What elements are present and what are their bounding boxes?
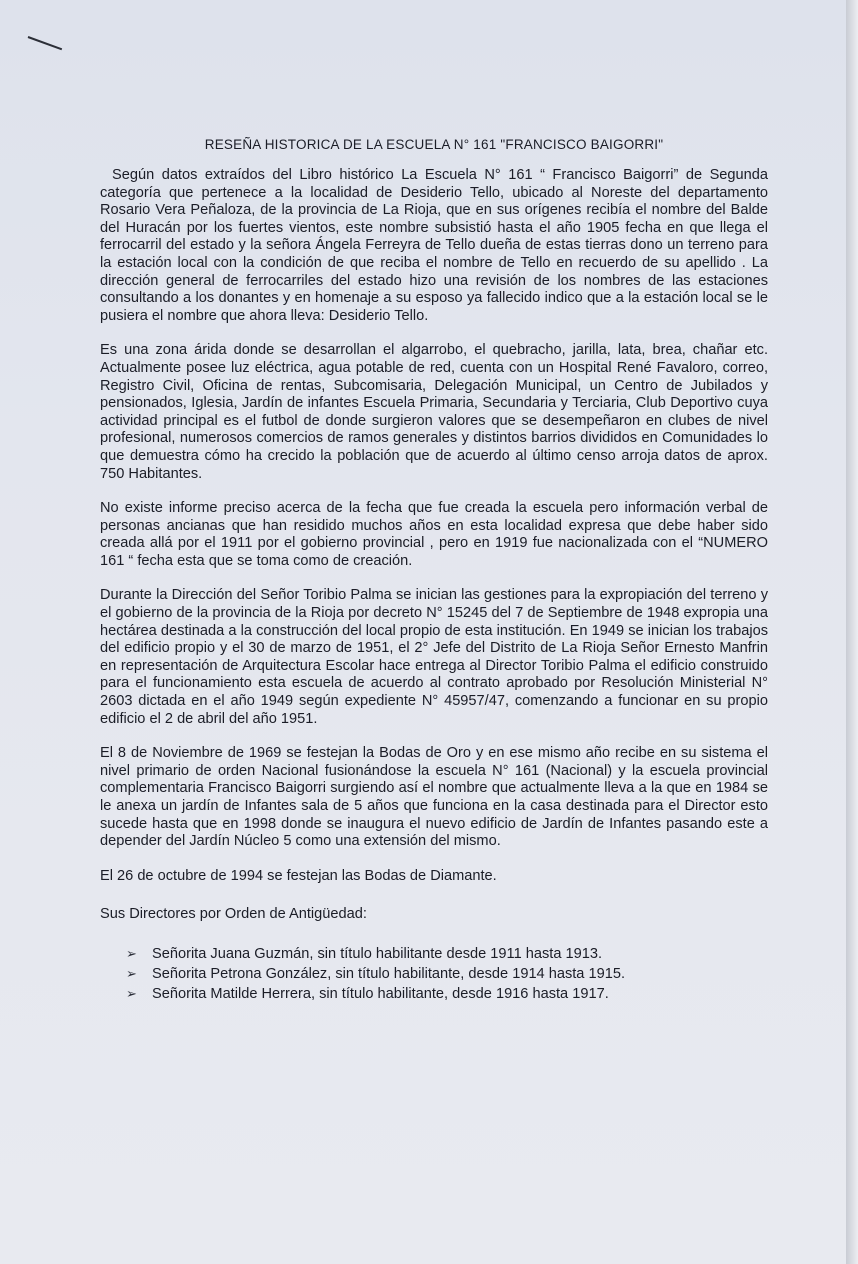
- directors-heading: Sus Directores por Orden de Antigüedad:: [100, 905, 367, 922]
- paragraph-founding: No existe informe preciso acerca de la fecha que fue creada la escuela pero información verbal de personas ancianas que han residido muchos años en esta localidad expresa que debe haber sido creada allá por el 1911 por el gobierno provincial , pero en 1919 fue nacionalizada con el “NUMERO 161 “ fecha esta que se toma como de creación.: [100, 500, 768, 569]
- paragraph-locality: Es una zona árida donde se desarrollan el algarrobo, el quebracho, jarilla, lata, brea, chañar etc. Actualmente posee luz eléctrica, agua potable de red, cuenta con un Hospital René Favaloro, correo, Registro Civil, Oficina de rentas, Subcomisaria, Delegación Municipal, un Centro de Jubilados y pensionados, Iglesia, Jardín de infantes Escuela Primaria, Secundaria y Terciaria, Club Deportivo cuya actividad principal es el futbol de donde surgieron valores que se desempeñaron en clubes de nivel profesional, numerosos comercios de ramos generales y distintos barrios divididos en Comunidades lo que demuestra cómo ha crecido la población que de acuerdo al último censo arroja datos de aprox. 750 Habitantes.: [100, 342, 768, 482]
- paragraph-building: Durante la Dirección del Señor Toribio Palma se inician las gestiones para la expropiación del terreno y el gobierno de la provincia de la Rioja por decreto N° 15245 del 7 de Septiembre de 1948 expropia una hectárea destinada a la construcción del local propio de esta institución. En 1949 se inician los trabajos del edificio propio y el 30 de marzo de 1951, el 2° Jefe del Distrito de La Rioja Señor Ernesto Manfrin en representación de Arquitectura Escolar hace entrega al Director Toribio Palma el edificio construido para el funcionamiento esta escuela de acuerdo al contrato aprobado por Resolución Ministerial N° 2603 dictada en el año 1949 según expediente N° 45957/47, comenzando a funcionar en su propio edificio el 2 de abril del año 1951.: [100, 587, 768, 727]
- paragraph-origins: Según datos extraídos del Libro histórico La Escuela N° 161 “ Francisco Baigorri” de Segunda categoría que pertenece a la localidad de Desiderio Tello, ubicado al Noreste del departamento Rosario Vera Peñaloza, de la provincia de La Rioja, que en sus orígenes recibía el nombre del Balde del Huracán por los fuertes vientos, este nombre subsistió hasta el año 1905 fecha en que llega el ferrocarril del estado y la señora Ángela Ferreyra de Tello dueña de estas tierras dono un terreno para la estación local con la condición de que reciba el nombre de Tello en recuerdo de su apellido . La dirección general de ferrocarriles del estado hizo una revisión de los nombres de las estaciones consultando a los donantes y en homenaje a su esposo ya fallecido indico que a la estación local se le pusiera el nombre que ahora lleva: Desiderio Tello.: [100, 167, 768, 324]
- document-body: [100, 137, 768, 1004]
- document-title: RESEÑA HISTORICA DE LA ESCUELA N° 161 "FRANCISCO BAIGORRI": [204, 137, 664, 152]
- list-item: [126, 984, 768, 1004]
- directors-list: [100, 944, 768, 1004]
- director-entry: Señorita Juana Guzmán, sin título habilitante desde 1911 hasta 1913.: [152, 945, 603, 962]
- arrowhead-bullet-icon: ➢: [126, 945, 137, 961]
- diamond-anniversary-note: El 26 de octubre de 1994 se festejan las Bodas de Diamante.: [100, 867, 497, 884]
- director-entry: Señorita Petrona González, sin título habilitante, desde 1914 hasta 1915.: [152, 965, 625, 982]
- paragraph-anniversary: El 8 de Noviembre de 1969 se festejan la Bodas de Oro y en ese mismo año recibe en su sistema el nivel primario de orden Nacional fusionándose la escuela N° 161 (Nacional) y la escuela provincial complementaria Francisco Baigorri surgiendo así el nombre que actualmente lleva a la que en 1984 se le anexa un jardín de Infantes sala de 5 años que funciona en la casa destinada para el Director esto sucede hasta que en 1998 donde se inaugura el nuevo edificio de Jardín de Infantes pasando este a depender del Jardín Núcleo 5 como una extensión del mismo.: [100, 745, 768, 850]
- director-entry: Señorita Matilde Herrera, sin título habilitante, desde 1916 hasta 1917.: [152, 985, 609, 1002]
- list-item: [126, 944, 768, 964]
- arrowhead-bullet-icon: ➢: [126, 985, 137, 1001]
- list-item: [126, 964, 768, 984]
- pen-mark: [28, 36, 63, 50]
- page-edge: [846, 0, 858, 1264]
- arrowhead-bullet-icon: ➢: [126, 965, 137, 981]
